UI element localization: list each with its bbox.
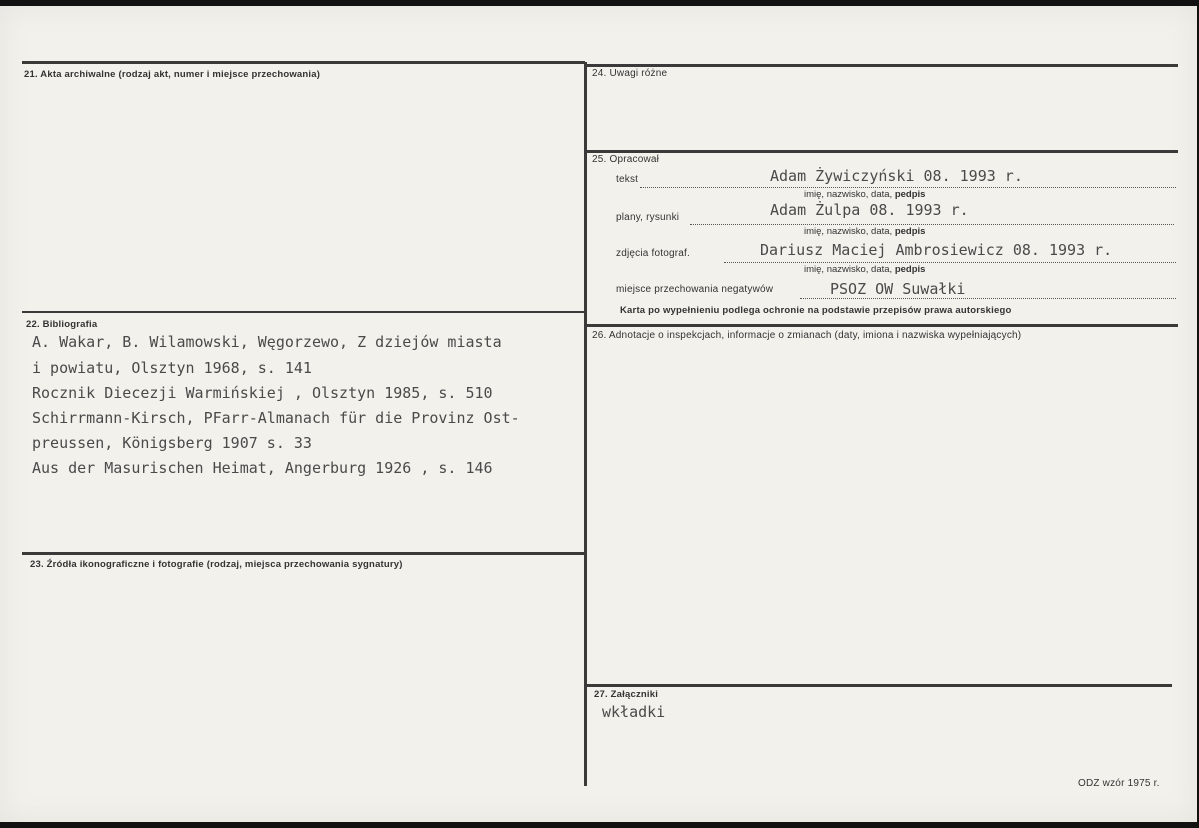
plany-caption [804, 226, 925, 237]
section-26-label: 26. Adnotacje o inspekcjach, informacje o zmianach (daty, imiona i nazwiska wypełniających) [592, 330, 1022, 341]
rule-25 [586, 150, 1178, 153]
plany-label: plany, rysunki [616, 212, 680, 223]
caption-text: imię, nazwisko, data, [804, 264, 893, 275]
attachments-value: wkładki [602, 703, 666, 721]
section-21-label: 21. Akta archiwalne (rodzaj akt, numer i miejsce przechowania) [24, 69, 321, 80]
tekst-dotted-line [640, 187, 1176, 188]
zdjecia-value: Dariusz Maciej Ambrosiewicz 08. 1993 r. [760, 241, 1113, 259]
top-rule-right [586, 64, 1178, 67]
bibliography-line: Rocznik Diecezji Warmińskiej , Olsztyn 1985, s. 510 [32, 384, 493, 402]
tekst-label: tekst [616, 174, 639, 185]
monument-record-card [0, 6, 1197, 822]
caption-signature: pedpis [894, 189, 926, 200]
section-22-label: 22. Bibliografia [26, 319, 98, 330]
tekst-value: Adam Żywiczyński 08. 1993 r. [770, 167, 1023, 185]
plany-dotted-line [690, 224, 1174, 225]
form-footer: ODZ wzór 1975 r. [1078, 778, 1160, 789]
caption-text: imię, nazwisko, data, [804, 226, 893, 237]
zdjecia-label: zdjęcia fotograf. [616, 248, 690, 259]
negatywy-dotted-line [800, 298, 1176, 299]
copyright-notice: Karta po wypełnieniu podlega ochronie na podstawie przepisów prawa autorskiego [620, 305, 1012, 316]
negatywy-value: PSOZ OW Suwałki [830, 280, 966, 298]
bibliography-line: i powiatu, Olsztyn 1968, s. 141 [32, 359, 312, 377]
negatywy-label: miejsce przechowania negatywów [616, 284, 774, 295]
rule-22 [22, 311, 585, 313]
zdjecia-dotted-line [724, 262, 1176, 263]
section-23-label: 23. Źródła ikonograficzne i fotografie (rodzaj, miejsca przechowania sygnatury) [30, 559, 403, 570]
rule-26 [586, 324, 1178, 327]
center-divider [584, 62, 587, 786]
bibliography-line: Aus der Masurischen Heimat, Angerburg 1926 , s. 146 [32, 459, 493, 477]
section-25-label: 25. Opracował [592, 154, 660, 165]
caption-signature: pedpis [894, 264, 926, 275]
rule-27 [586, 684, 1172, 687]
caption-text: imię, nazwisko, data, [804, 189, 893, 200]
rule-23 [22, 552, 585, 555]
bibliography-line: A. Wakar, B. Wilamowski, Węgorzewo, Z dziejów miasta [32, 333, 502, 351]
tekst-caption [804, 189, 925, 200]
plany-value: Adam Żulpa 08. 1993 r. [770, 201, 969, 219]
section-27-label: 27. Załączniki [594, 689, 659, 700]
top-rule-left [22, 61, 585, 64]
section-24-label: 24. Uwagi różne [592, 68, 668, 79]
bibliography-line: Schirrmann-Kirsch, PFarr-Almanach für die Provinz Ost- [32, 409, 520, 427]
zdjecia-caption [804, 264, 925, 275]
bibliography-line: preussen, Königsberg 1907 s. 33 [32, 434, 312, 452]
caption-signature: pedpis [894, 226, 926, 237]
